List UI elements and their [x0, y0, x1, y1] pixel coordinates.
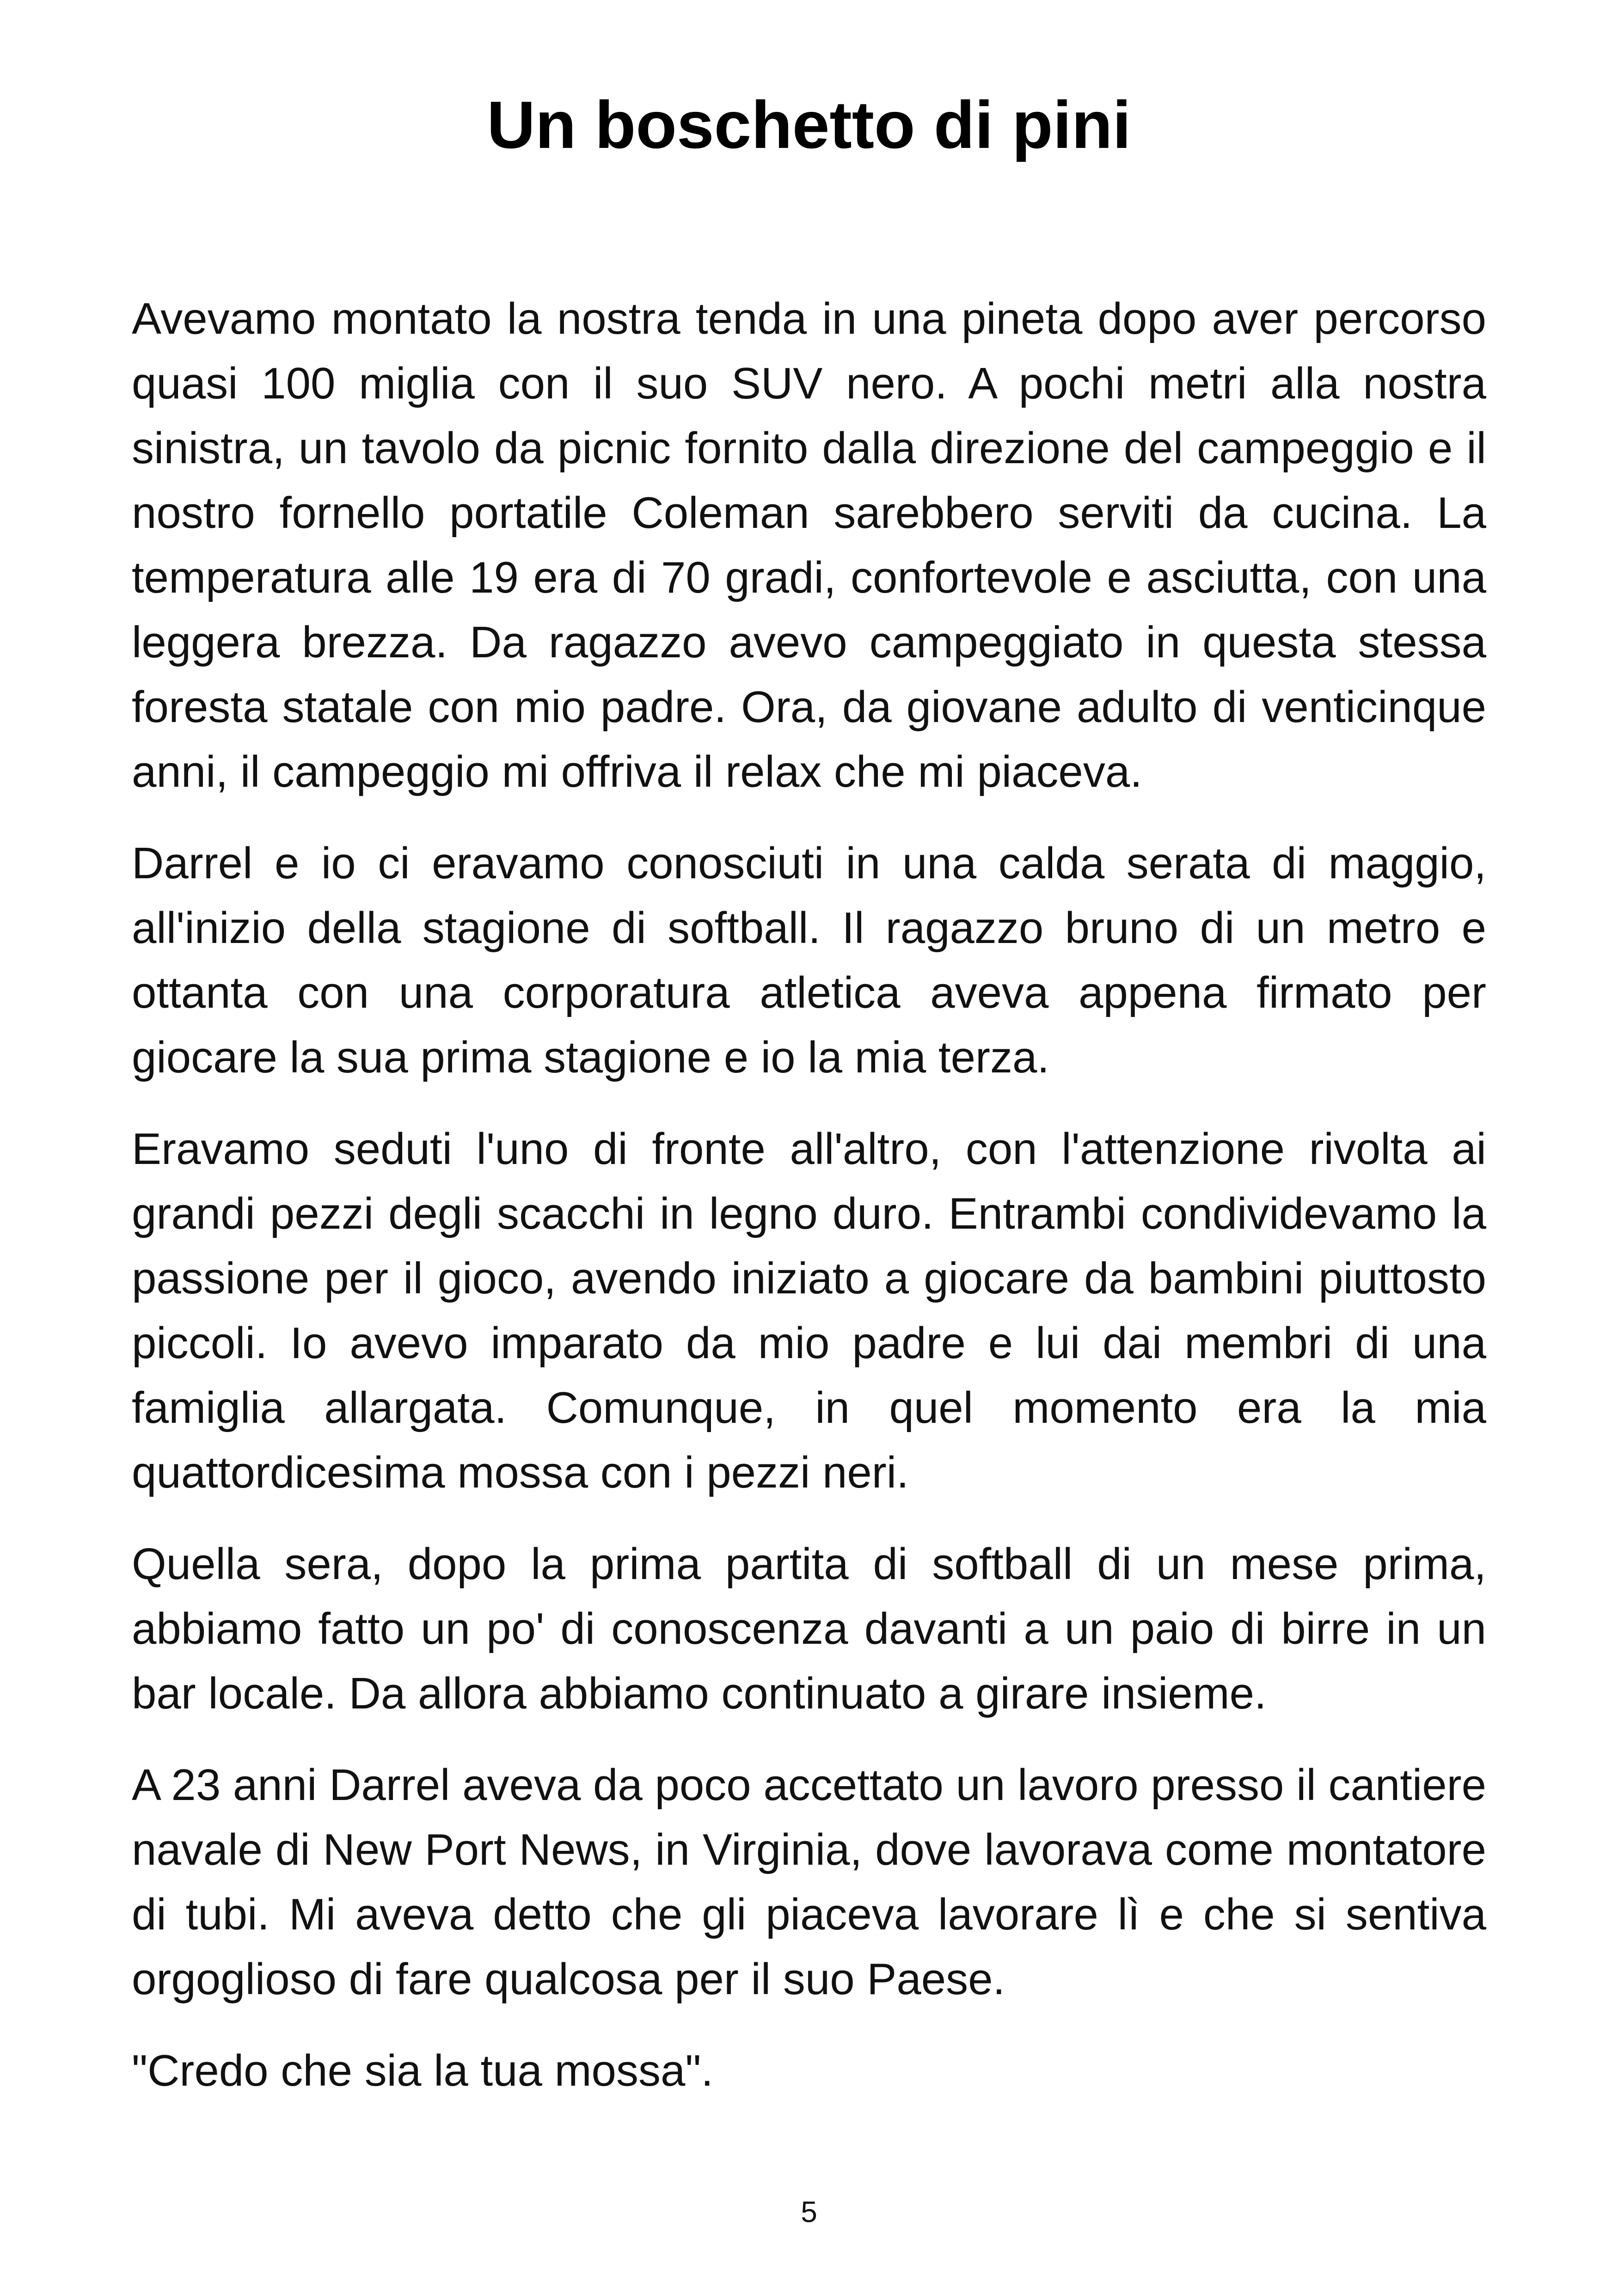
paragraph-1: Avevamo montato la nostra tenda in una pineta dopo aver percorso quasi 100 miglia con il suo SUV nero. A pochi metri alla nostra sinistra, un tavolo da picnic fornito dalla direzione del campeggio e il nostro fornello portatile Coleman sarebbero serviti da cucina. La temperatura alle 19 era di 70 gradi, confortevole e asciutta, con una leggera brezza. Da ragazzo avevo campeggiato in questa stessa foresta statale con mio padre. Ora, da giovane adulto di venticinque anni, il campeggio mi offriva il relax che mi piaceva.: [132, 294, 1486, 796]
chapter-body: [132, 287, 1486, 2130]
paragraph-2: Darrel e io ci eravamo conosciuti in una calda serata di maggio, all'inizio della stagione di softball. Il ragazzo bruno di un metro e ottanta con una corporatura atletica aveva appena firmato per giocare la sua prima stagione e io la mia terza.: [132, 839, 1486, 1082]
paragraph-3: Eravamo seduti l'uno di fronte all'altro, con l'attenzione rivolta ai grandi pezzi degli scacchi in legno duro. Entrambi condividevamo la passione per il gioco, avendo iniziato a giocare da bambini piuttosto piccoli. Io avevo imparato da mio padre e lui dai membri di una famiglia allargata. Comunque, in quel momento era la mia quattordicesima mossa con i pezzi neri.: [132, 1124, 1486, 1497]
paragraph-4: Quella sera, dopo la prima partita di softball di un mese prima, abbiamo fatto un po' di conoscenza davanti a un paio di birre in un bar locale. Da allora abbiamo continuato a girare insieme.: [132, 1539, 1486, 1718]
paragraph-6: "Credo che sia la tua mossa".: [132, 2046, 714, 2095]
paragraph-5: A 23 anni Darrel aveva da poco accettato un lavoro presso il cantiere navale di New Port News, in Virginia, dove lavorava come montatore di tubi. Mi aveva detto che gli piaceva lavorare lì e che si sentiva orgoglioso di fare qualcosa per il suo Paese.: [132, 1760, 1486, 2004]
chapter-title: Un boschetto di pini: [487, 87, 1131, 162]
page-number: 5: [801, 2195, 817, 2229]
